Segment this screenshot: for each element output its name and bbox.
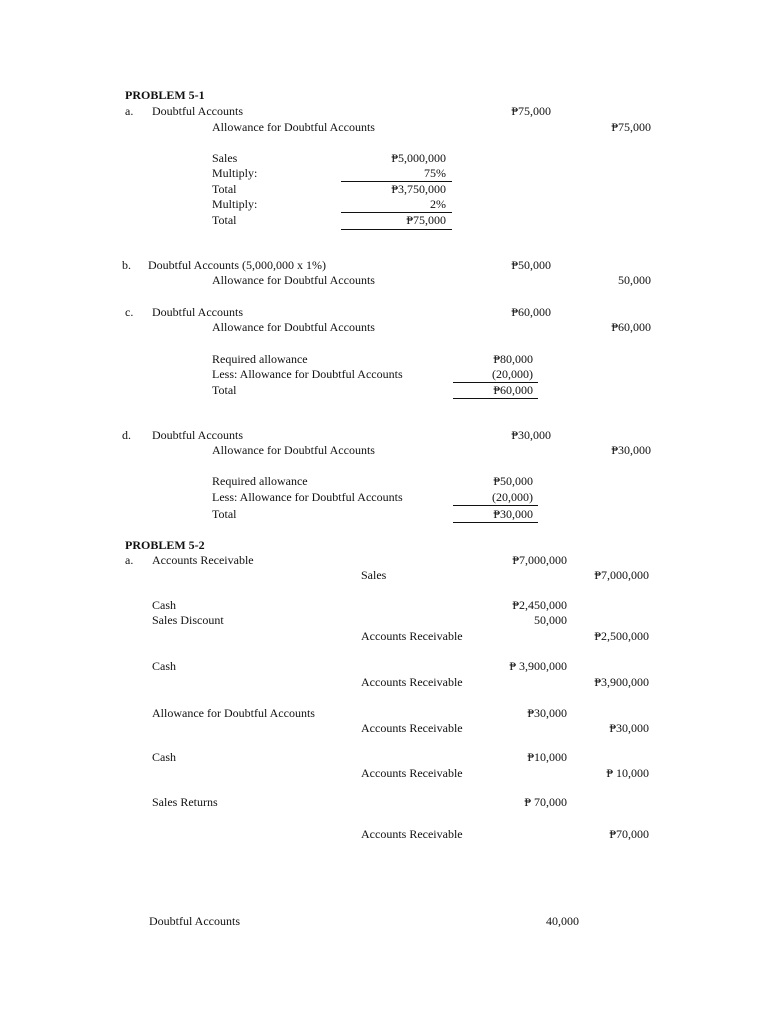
debit-account-label: Doubtful Accounts (149, 914, 240, 928)
computation-label: Multiply: (212, 197, 258, 211)
computation-value: ₱3,750,000 (391, 182, 446, 196)
credit-amount: ₱30,000 (611, 443, 651, 457)
credit-account-label: Accounts Receivable (361, 827, 463, 841)
computation-label: Total (212, 507, 237, 521)
debit-amount: ₱ 3,900,000 (509, 659, 567, 673)
computation-value: (20,000) (492, 367, 533, 381)
double-underline-rule (341, 229, 452, 230)
debit-account-label: Sales Returns (152, 795, 218, 809)
computation-label: Required allowance (212, 474, 308, 488)
debit-account-label: Allowance for Doubtful Accounts (152, 706, 315, 720)
debit-amount: ₱30,000 (527, 706, 567, 720)
credit-amount: ₱70,000 (609, 827, 649, 841)
debit-amount: ₱60,000 (511, 305, 551, 319)
credit-account-label: Accounts Receivable (361, 766, 463, 780)
credit-amount: ₱ 10,000 (606, 766, 649, 780)
credit-account-label: Accounts Receivable (361, 675, 463, 689)
credit-amount: ₱60,000 (611, 320, 651, 334)
debit-account-label: Accounts Receivable (152, 553, 254, 567)
computation-value: ₱75,000 (406, 213, 446, 227)
credit-amount: ₱75,000 (611, 120, 651, 134)
credit-account-label: Accounts Receivable (361, 721, 463, 735)
credit-amount: ₱2,500,000 (594, 629, 649, 643)
item-letter-b: b. (122, 258, 131, 272)
problem-5-1-title: PROBLEM 5-1 (125, 88, 205, 102)
debit-account-label: Doubtful Accounts (152, 104, 243, 118)
debit-amount: 50,000 (534, 613, 567, 627)
computation-label: Required allowance (212, 352, 308, 366)
computation-label: Total (212, 383, 237, 397)
debit-account-label: Sales Discount (152, 613, 224, 627)
computation-label: Less: Allowance for Doubtful Accounts (212, 490, 403, 504)
debit-amount: ₱ 70,000 (524, 795, 567, 809)
item-letter-a: a. (125, 104, 134, 118)
item-letter-c: c. (125, 305, 134, 319)
computation-label: Less: Allowance for Doubtful Accounts (212, 367, 403, 381)
credit-account-label: Allowance for Doubtful Accounts (212, 120, 375, 134)
debit-amount: ₱7,000,000 (512, 553, 567, 567)
credit-account-label: Allowance for Doubtful Accounts (212, 320, 375, 334)
debit-account-label: Cash (152, 598, 176, 612)
computation-label: Total (212, 182, 237, 196)
debit-account-label: Cash (152, 750, 176, 764)
debit-amount: ₱30,000 (511, 428, 551, 442)
debit-amount: ₱75,000 (511, 104, 551, 118)
debit-amount: 40,000 (546, 914, 579, 928)
computation-label: Sales (212, 151, 238, 165)
underline-rule (453, 505, 538, 506)
computation-value: ₱30,000 (493, 507, 533, 521)
credit-account-label: Allowance for Doubtful Accounts (212, 273, 375, 287)
debit-amount: ₱2,450,000 (512, 598, 567, 612)
computation-label: Total (212, 213, 237, 227)
credit-account-label: Accounts Receivable (361, 629, 463, 643)
debit-amount: ₱10,000 (527, 750, 567, 764)
credit-account-label: Sales (361, 568, 387, 582)
problem-5-2-title: PROBLEM 5-2 (125, 538, 205, 552)
item-letter-d: d. (122, 428, 131, 442)
debit-account-label: Cash (152, 659, 176, 673)
computation-label: Multiply: (212, 166, 258, 180)
computation-value: ₱5,000,000 (391, 151, 446, 165)
computation-value: ₱50,000 (493, 474, 533, 488)
item-letter-a: a. (125, 553, 134, 567)
computation-value: 2% (430, 197, 446, 211)
credit-amount: ₱3,900,000 (594, 675, 649, 689)
credit-amount: ₱7,000,000 (594, 568, 649, 582)
debit-account-label: Doubtful Accounts (152, 428, 243, 442)
double-underline-rule (453, 522, 538, 523)
credit-amount: 50,000 (618, 273, 651, 287)
credit-amount: ₱30,000 (609, 721, 649, 735)
double-underline-rule (453, 398, 538, 399)
computation-value: ₱60,000 (493, 383, 533, 397)
computation-value: (20,000) (492, 490, 533, 504)
computation-value: 75% (424, 166, 446, 180)
credit-account-label: Allowance for Doubtful Accounts (212, 443, 375, 457)
debit-account-label: Doubtful Accounts (152, 305, 243, 319)
debit-account-label: Doubtful Accounts (5,000,000 x 1%) (148, 258, 326, 272)
debit-amount: ₱50,000 (511, 258, 551, 272)
computation-value: ₱80,000 (493, 352, 533, 366)
